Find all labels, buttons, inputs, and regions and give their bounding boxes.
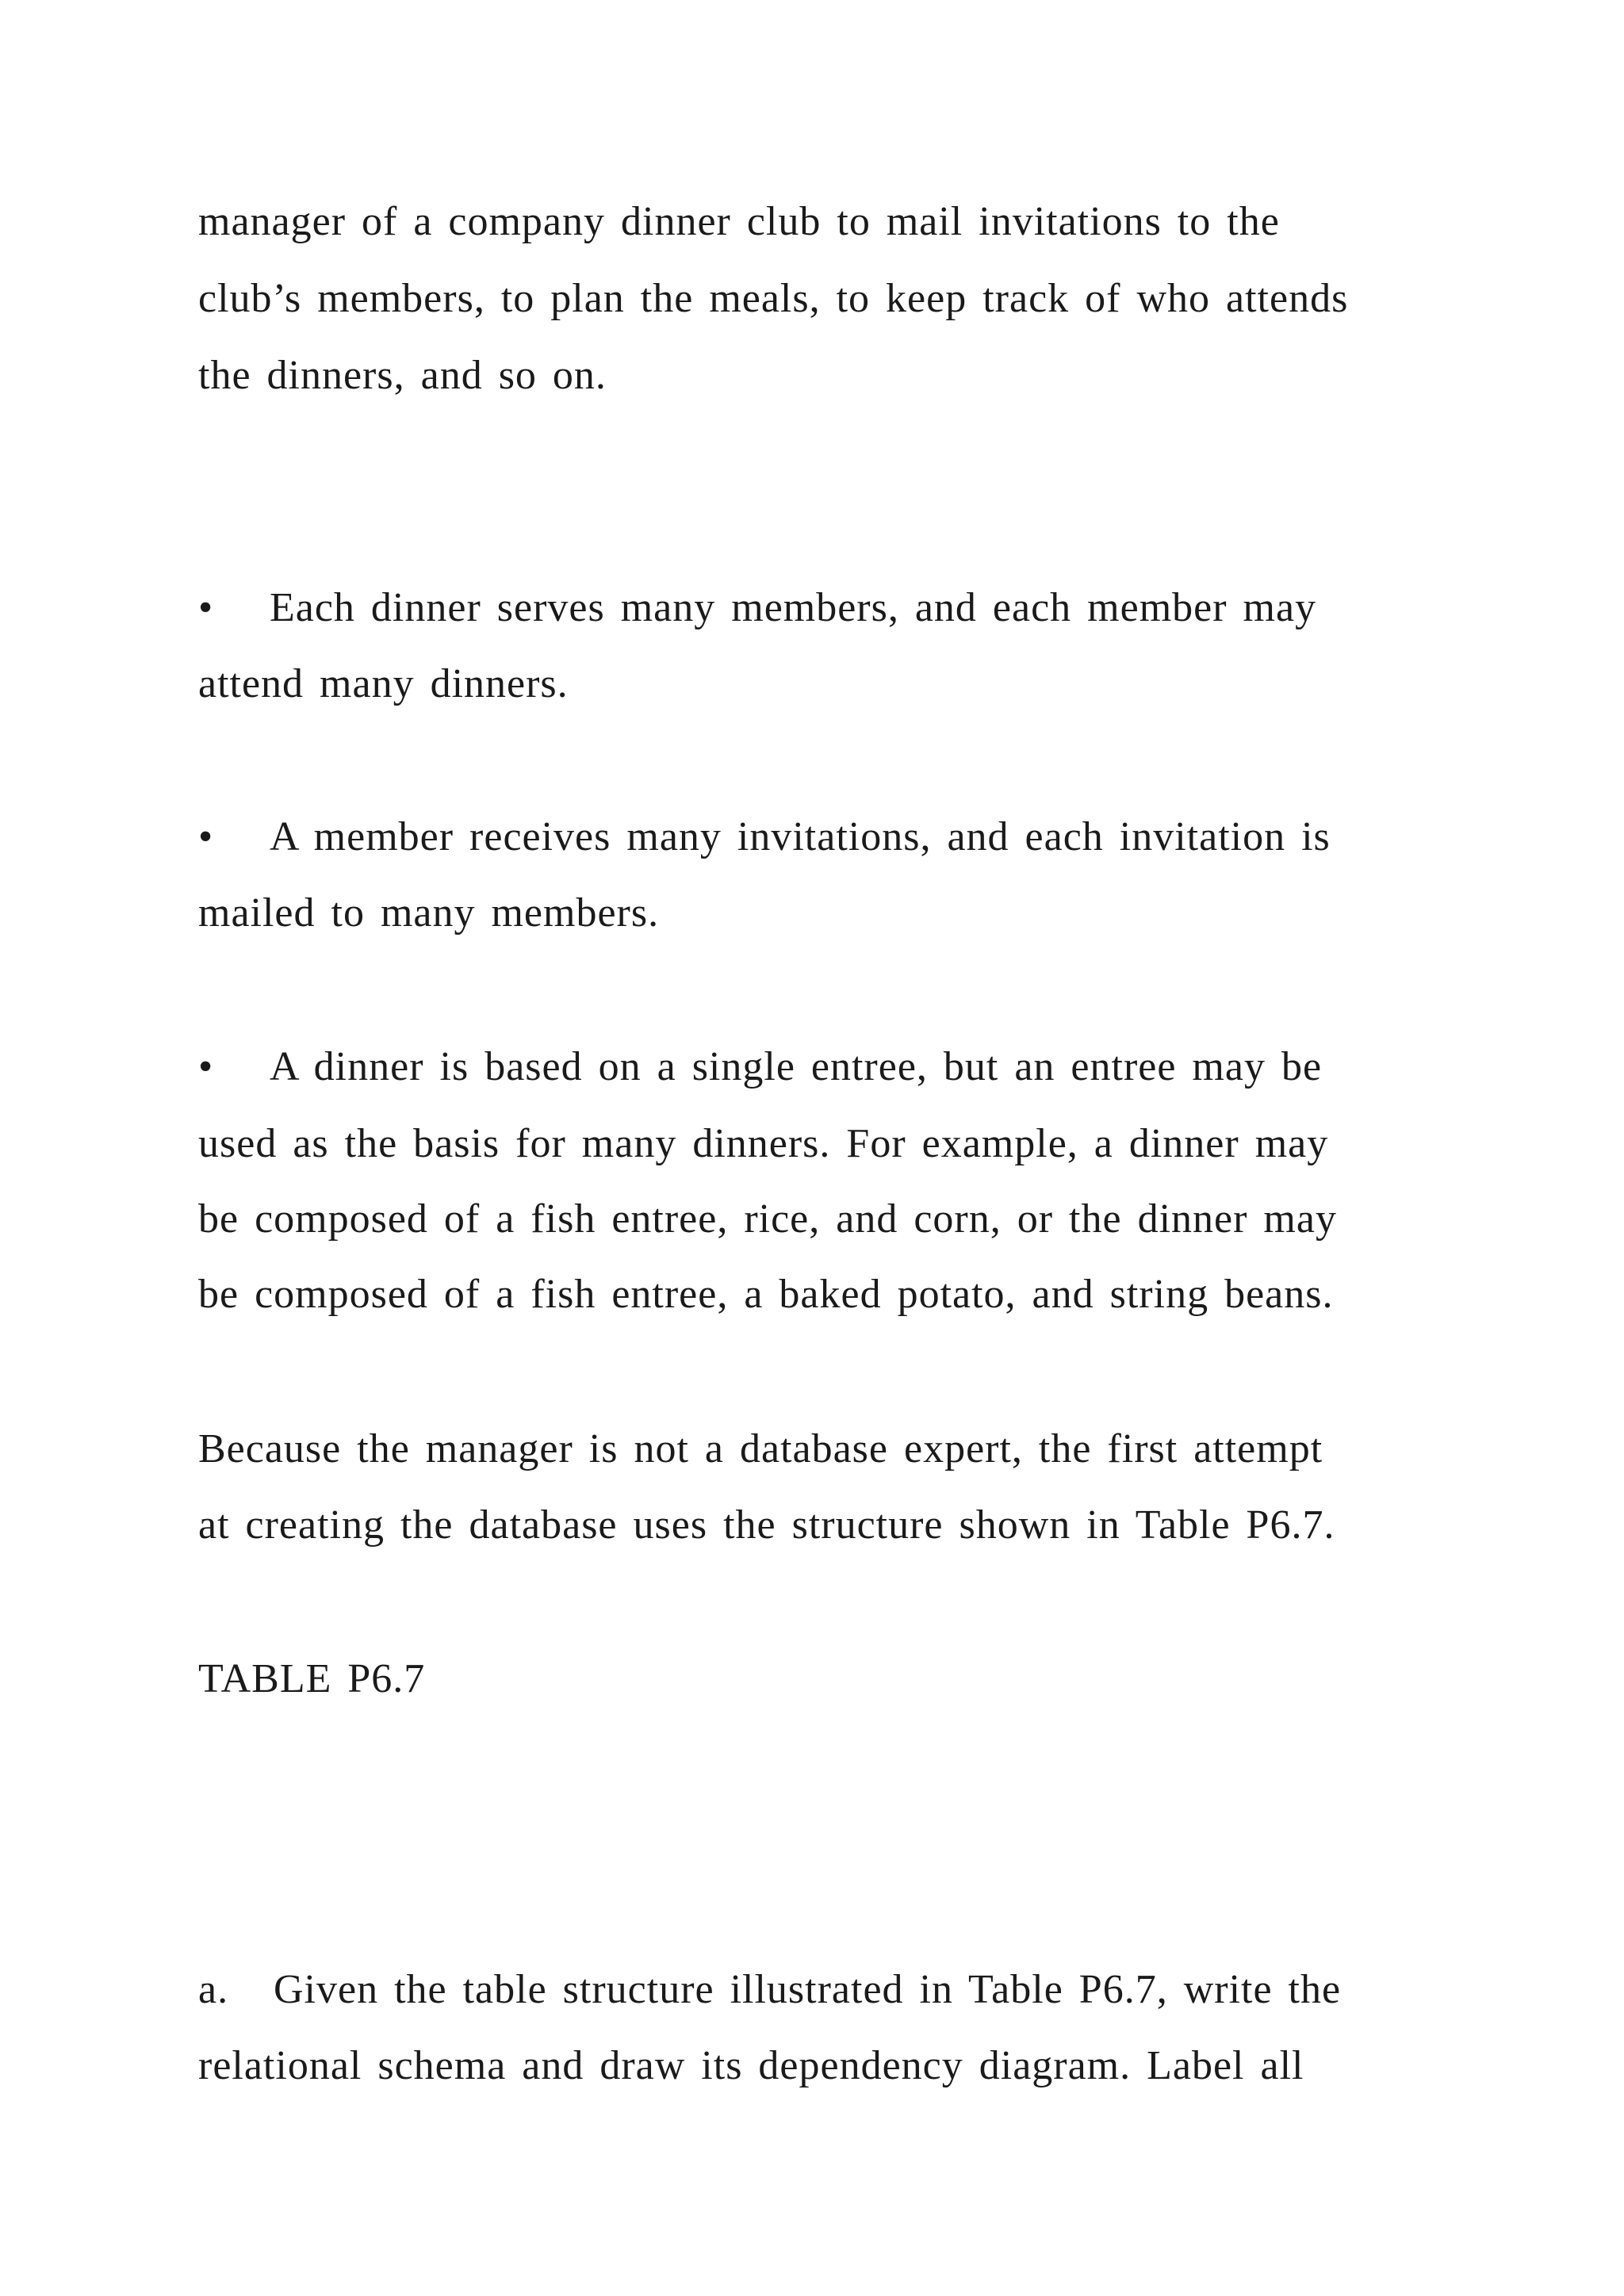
bullet-marker: • (198, 1044, 214, 1089)
question-a-line-2: relational schema and draw its dependency diagram. Label all (198, 2043, 1304, 2088)
bullet-3-line-1 (198, 1043, 1322, 1091)
intro-line-3: the dinners, and so on. (198, 353, 607, 398)
bullet-3-line-4: be composed of a fish entree, a baked potato, and string beans. (198, 1272, 1334, 1317)
bullet-3-line-3: be composed of a fish entree, rice, and corn, or the dinner may (198, 1196, 1337, 1242)
bullet-3-line-2: used as the basis for many dinners. For example, a dinner may (198, 1121, 1329, 1166)
paragraph-line-1: Because the manager is not a database expert, the first attempt (198, 1426, 1323, 1471)
intro-line-1: manager of a company dinner club to mail invitations to the (198, 199, 1280, 244)
bullet-marker: • (198, 814, 214, 859)
question-a-text: Given the table structure illustrated in Table P6.7, write the (274, 1967, 1342, 2012)
bullet-1-line-1 (198, 584, 1316, 632)
bullet-3-text: A dinner is based on a single entree, but an entree may be (270, 1044, 1323, 1089)
question-a-marker: a. (198, 1967, 229, 2012)
bullet-marker: • (198, 585, 214, 630)
table-label: TABLE P6.7 (198, 1656, 426, 1701)
bullet-1-line-2: attend many dinners. (198, 661, 569, 706)
intro-line-2: club’s members, to plan the meals, to keep track of who attends (198, 276, 1349, 321)
bullet-1-text: Each dinner serves many members, and each member may (270, 585, 1317, 630)
bullet-2-text: A member receives many invitations, and each invitation is (270, 814, 1331, 859)
question-a-line-1 (198, 1966, 1341, 2014)
bullet-2-line-1 (198, 813, 1331, 861)
paragraph-line-2: at creating the database uses the structure shown in Table P6.7. (198, 1502, 1335, 1548)
bullet-2-line-2: mailed to many members. (198, 890, 660, 936)
